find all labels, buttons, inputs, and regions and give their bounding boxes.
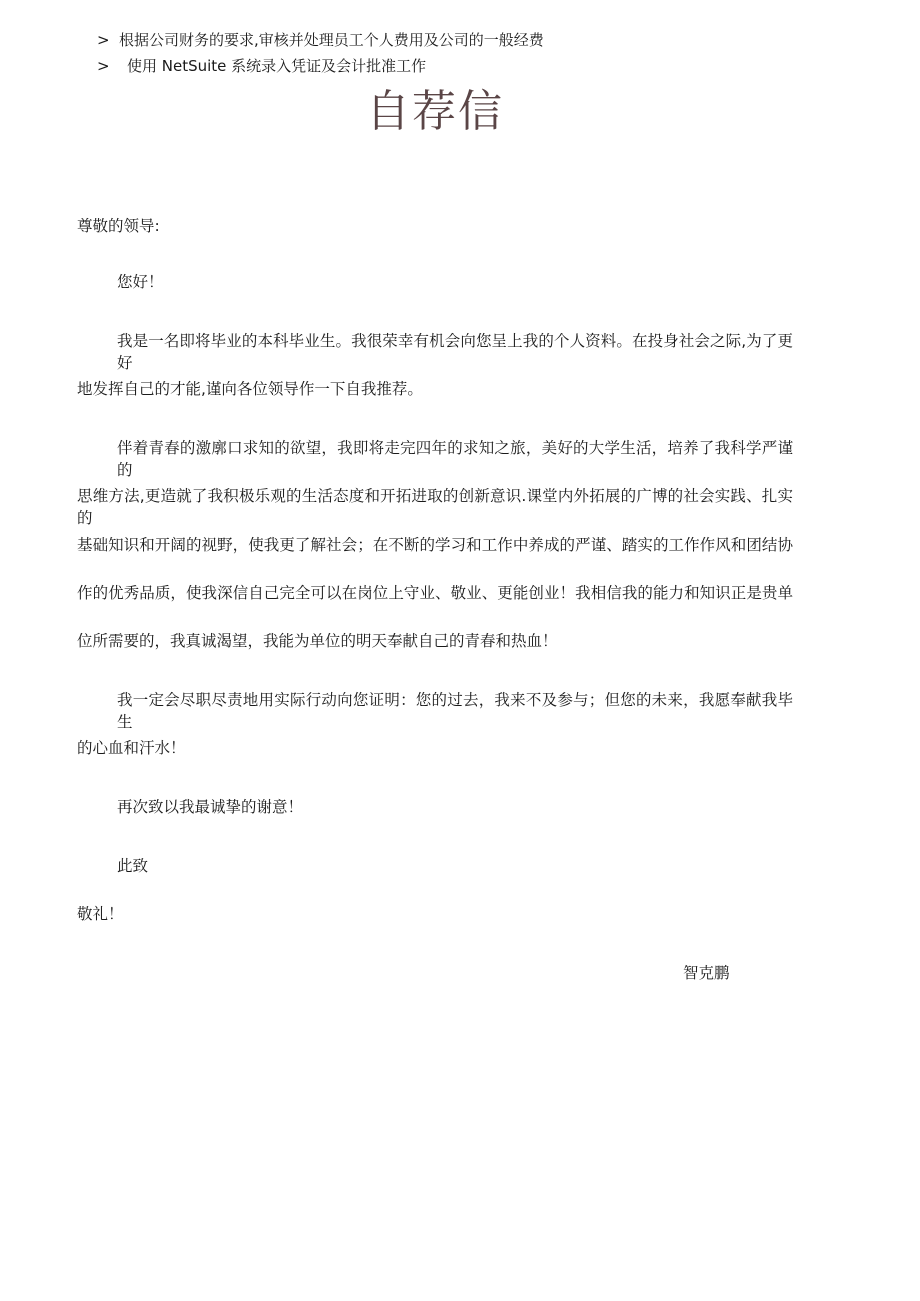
thanks-line: 再次致以我最诚挚的谢意！ [117, 798, 304, 816]
paragraph-line: 思维方法,更造就了我积极乐观的生活态度和开拓进取的创新意识.课堂内外拓展的广博的社会实践、扎实的 [77, 487, 793, 527]
salutation: 尊敬的领导: [77, 217, 160, 235]
bullet-item [97, 56, 426, 76]
paragraph-line: 的心血和汗水！ [77, 739, 186, 757]
bullet-marker-icon: > [97, 31, 110, 49]
paragraph-line: 位所需要的，我真诚渴望，我能为单位的明天奉献自己的青春和热血！ [77, 632, 558, 650]
bullet-text: 根据公司财务的要求,审核并处理员工个人费用及公司的一般经费 [119, 31, 544, 49]
bullet-marker-icon: > [97, 57, 110, 75]
paragraph-line: 基础知识和开阔的视野，使我更了解社会；在不断的学习和工作中养成的严谨、踏实的工作作风和团结协 [77, 536, 793, 554]
paragraph-line: 地发挥自己的才能,谨向各位领导作一下自我推荐。 [77, 380, 423, 398]
paragraph-line: 我一定会尽职尽责地用实际行动向您证明：您的过去，我来不及参与；但您的未来，我愿奉献我毕生 [117, 691, 793, 731]
closing-line: 此致 [117, 857, 149, 875]
closing-line: 敬礼！ [77, 905, 124, 923]
letter-title: 自荐信 [366, 86, 504, 137]
signature: 智克鹏 [683, 964, 730, 982]
paragraph-line: 伴着青春的激廓口求知的欲望，我即将走完四年的求知之旅，美好的大学生活，培养了我科学严谨的 [117, 439, 793, 479]
paragraph-line: 作的优秀品质，使我深信自己完全可以在岗位上守业、敬业、更能创业！我相信我的能力和知识正是贵单 [77, 584, 793, 602]
paragraph-line: 我是一名即将毕业的本科毕业生。我很荣幸有机会向您呈上我的个人资料。在投身社会之际,为了更好 [117, 332, 793, 372]
greeting: 您好！ [117, 273, 164, 291]
bullet-text: 使用 NetSuite 系统录入凭证及会计批准工作 [127, 57, 427, 75]
bullet-item [97, 30, 544, 50]
